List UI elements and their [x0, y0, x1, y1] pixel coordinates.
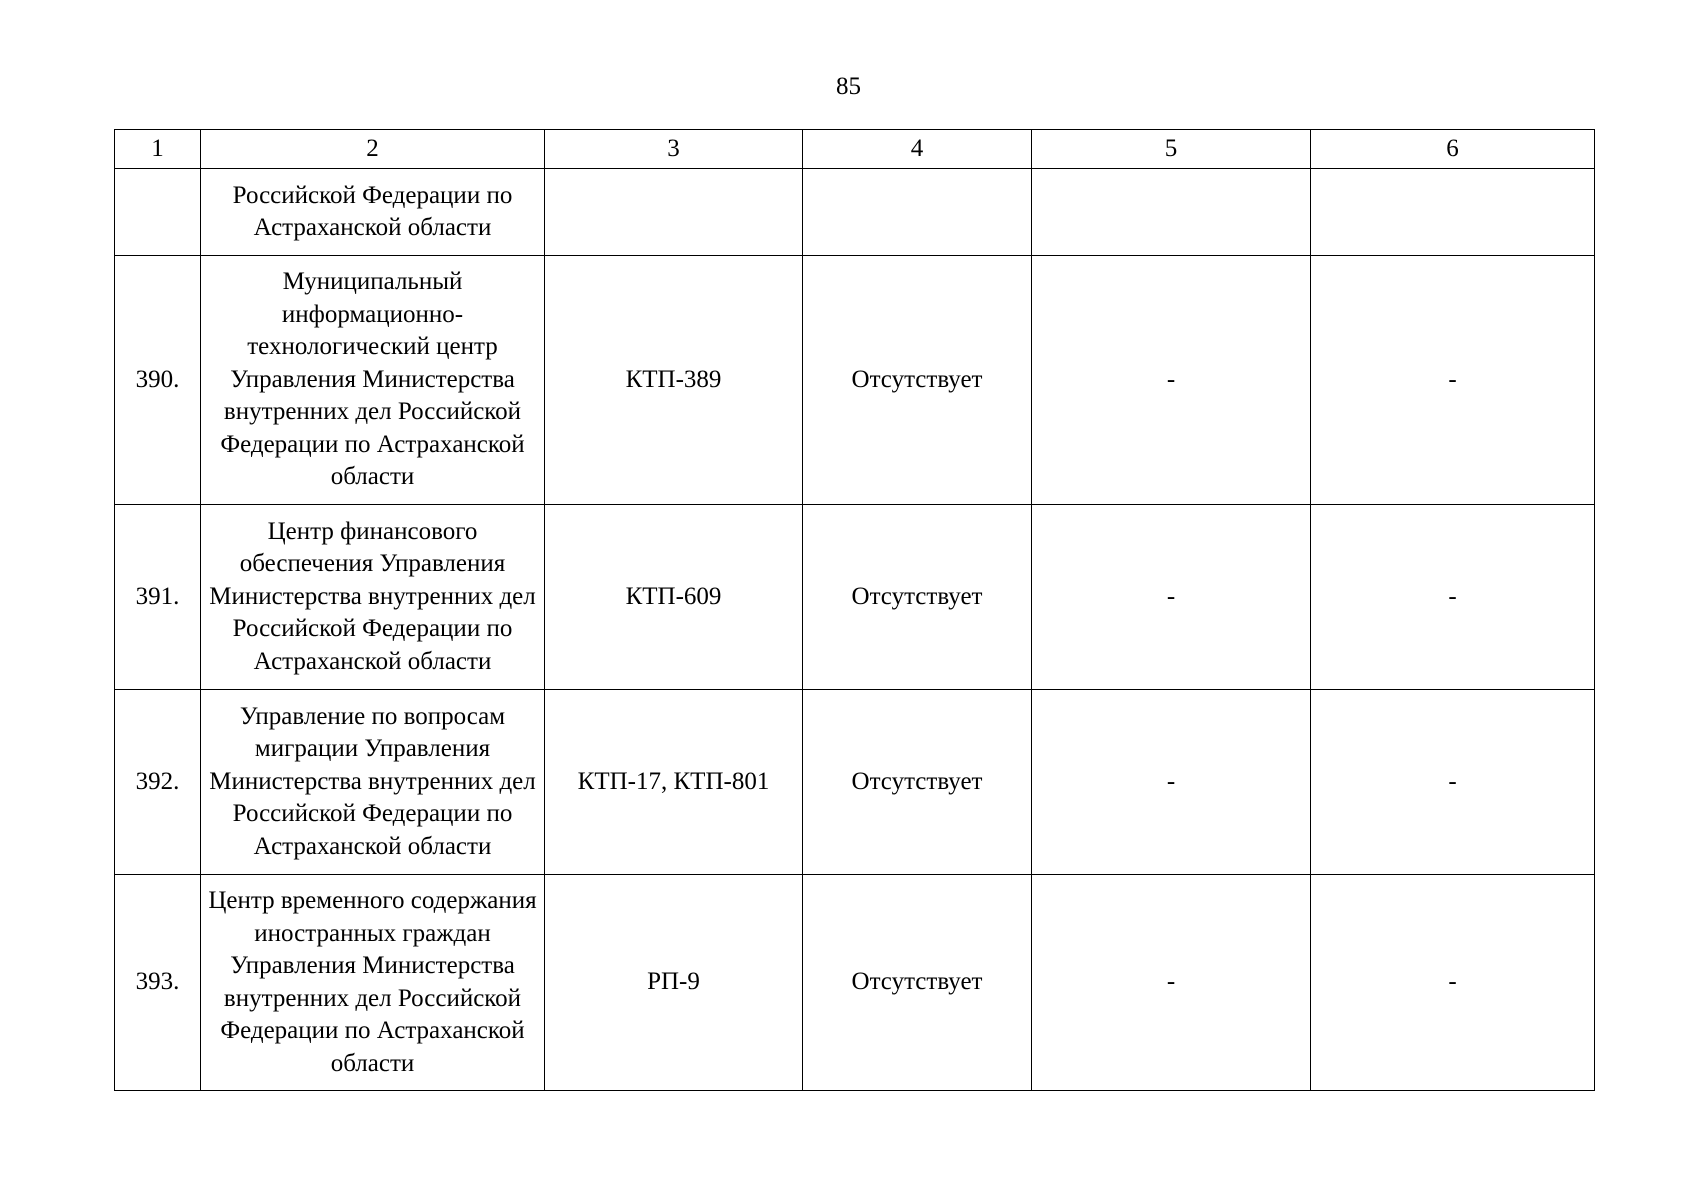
table-row: [115, 505, 1595, 690]
column-6-cell: -: [1311, 690, 1595, 875]
registry-table: [114, 129, 1595, 1091]
row-number-cell: 390.: [115, 256, 201, 505]
status-cell: [803, 169, 1032, 256]
code-cell: [545, 169, 803, 256]
organization-name-cell: Российской Федерации по Астраханской области: [201, 169, 545, 256]
table-row: [115, 875, 1595, 1091]
column-5-cell: [1032, 169, 1311, 256]
organization-name-cell: Муниципальный информационно-технологический центр Управления Министерства внутренних дел Российской Федерации по Астраханской области: [201, 256, 545, 505]
column-header-5: 5: [1032, 130, 1311, 169]
code-cell: КТП-17, КТП-801: [545, 690, 803, 875]
column-header-3: 3: [545, 130, 803, 169]
table-header-row: [115, 130, 1595, 169]
column-5-cell: -: [1032, 505, 1311, 690]
row-number-cell: [115, 169, 201, 256]
column-6-cell: -: [1311, 505, 1595, 690]
column-6-cell: -: [1311, 875, 1595, 1091]
organization-name-cell: Центр финансового обеспечения Управления Министерства внутренних дел Российской Федерации по Астраханской области: [201, 505, 545, 690]
column-5-cell: -: [1032, 875, 1311, 1091]
column-header-6: 6: [1311, 130, 1595, 169]
column-header-1: 1: [115, 130, 201, 169]
status-cell: Отсутствует: [803, 875, 1032, 1091]
code-cell: КТП-609: [545, 505, 803, 690]
code-cell: РП-9: [545, 875, 803, 1091]
organization-name-cell: Центр временного содержания иностранных граждан Управления Министерства внутренних дел Российской Федерации по Астраханской области: [201, 875, 545, 1091]
status-cell: Отсутствует: [803, 256, 1032, 505]
code-cell: КТП-389: [545, 256, 803, 505]
status-cell: Отсутствует: [803, 690, 1032, 875]
row-number-cell: 392.: [115, 690, 201, 875]
column-5-cell: -: [1032, 256, 1311, 505]
row-number-cell: 391.: [115, 505, 201, 690]
table-row: [115, 169, 1595, 256]
table-row: [115, 690, 1595, 875]
column-6-cell: [1311, 169, 1595, 256]
column-5-cell: -: [1032, 690, 1311, 875]
column-header-4: 4: [803, 130, 1032, 169]
column-header-2: 2: [201, 130, 545, 169]
column-6-cell: -: [1311, 256, 1595, 505]
table-row: [115, 256, 1595, 505]
row-number-cell: 393.: [115, 875, 201, 1091]
organization-name-cell: Управление по вопросам миграции Управления Министерства внутренних дел Российской Федерации по Астраханской области: [201, 690, 545, 875]
page-number: 85: [836, 73, 861, 100]
status-cell: Отсутствует: [803, 505, 1032, 690]
